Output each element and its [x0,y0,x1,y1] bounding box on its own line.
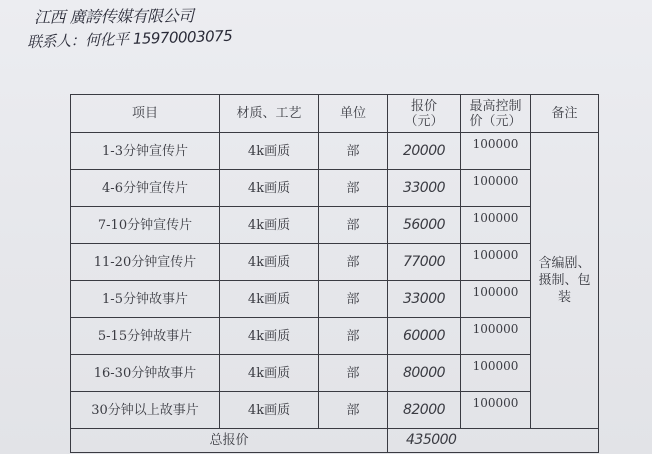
unit-cell: 部 [319,281,388,318]
unit-cell: 部 [319,244,388,281]
material-cell: 4k画质 [220,392,319,429]
max-price-cell: 100000 [461,355,531,392]
quote-cell: 82000 [388,392,461,429]
unit-cell: 部 [319,318,388,355]
header-unit: 单位 [319,95,388,133]
quote-cell: 33000 [388,281,461,318]
unit-cell: 部 [319,170,388,207]
material-cell: 4k画质 [220,207,319,244]
unit-cell: 部 [319,207,388,244]
remark-cell: 含编剧、摄制、包装 [531,133,599,429]
header-max-price: 最高控制价（元） [461,95,531,133]
quote-cell: 33000 [388,170,461,207]
total-label: 总报价 [71,429,388,453]
unit-cell: 部 [319,133,388,170]
max-price-cell: 100000 [461,207,531,244]
quote-table [70,94,599,453]
header-material: 材质、工艺 [220,95,319,133]
header-quote: 报价（元） [388,95,461,133]
unit-cell: 部 [319,355,388,392]
material-cell: 4k画质 [220,318,319,355]
item-cell: 1-5分钟故事片 [71,281,220,318]
item-cell: 1-3分钟宣传片 [71,133,220,170]
material-cell: 4k画质 [220,355,319,392]
max-price-cell: 100000 [461,170,531,207]
header-remark: 备注 [531,95,599,133]
material-cell: 4k画质 [220,244,319,281]
contact-line: 联系人：何化平 15970003075 [26,26,233,52]
item-cell: 7-10分钟宣传片 [71,207,220,244]
table-row [71,318,599,355]
total-value: 435000 [388,429,461,453]
total-empty-cell [461,429,599,453]
table-row [71,133,599,170]
quote-cell: 60000 [388,318,461,355]
max-price-cell: 100000 [461,133,531,170]
item-cell: 11-20分钟宣传片 [71,244,220,281]
max-price-cell: 100000 [461,281,531,318]
item-cell: 5-15分钟故事片 [71,318,220,355]
max-price-cell: 100000 [461,244,531,281]
max-price-cell: 100000 [461,318,531,355]
header-row [71,95,599,133]
material-cell: 4k画质 [220,170,319,207]
table-row [71,207,599,244]
table-row [71,244,599,281]
unit-cell: 部 [319,392,388,429]
quote-cell: 80000 [388,355,461,392]
item-cell: 4-6分钟宣传片 [71,170,220,207]
item-cell: 30分钟以上故事片 [71,392,220,429]
table-row [71,281,599,318]
max-price-cell: 100000 [461,392,531,429]
table-row [71,170,599,207]
quote-cell: 77000 [388,244,461,281]
table-row [71,392,599,429]
quote-cell: 20000 [388,133,461,170]
header-item: 项目 [71,95,220,133]
table-row [71,355,599,392]
material-cell: 4k画质 [220,133,319,170]
company-name: 江西 廣誇传媒有限公司 [33,6,194,27]
item-cell: 16-30分钟故事片 [71,355,220,392]
total-row [71,429,599,453]
quote-cell: 56000 [388,207,461,244]
material-cell: 4k画质 [220,281,319,318]
